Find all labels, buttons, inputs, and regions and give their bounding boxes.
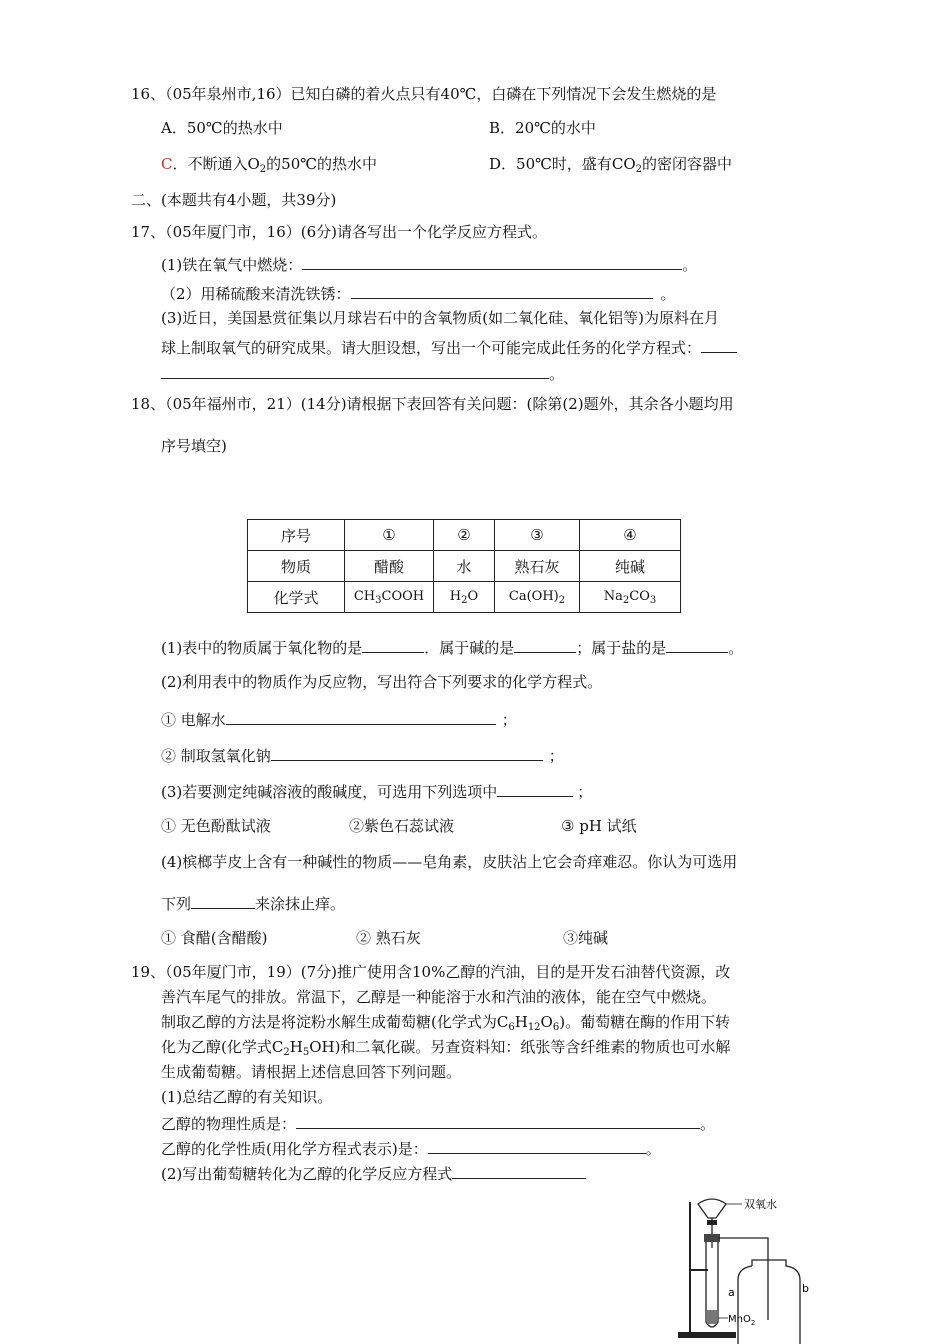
q18-sub4-line2: 下列 来涂抹止痒。 [161,892,345,914]
stand-base [678,1332,736,1338]
table-cell: ③ [495,520,580,551]
substance-table [247,519,681,613]
q16-option-c: C．不断通入$O_2$的50℃的热水中 [161,155,378,175]
q18-stem-line1: 18、（05年福州市，21）(14分)请根据下表回答有关问题：(除第(2)题外，其余各小题均用 [131,395,734,413]
q19-part1: (1)总结乙醇的有关知识。 [161,1088,333,1106]
table-cell-formula: $Ca(OH)_2$ [495,582,580,613]
q18-stem-line2: 序号填空) [161,437,227,455]
table-cell: ① [345,520,434,551]
q17-part3-line2: 球上制取氧气的研究成果。请大胆设想，写出一个可能完成此任务的化学方程式： [161,336,737,358]
q19-blank-chemical[interactable] [428,1137,646,1154]
table-cell-formula: $CH_3COOH$ [345,582,434,613]
label-mno2: MnO$_2$ [728,1314,756,1327]
q18-blank-oxide[interactable] [362,636,424,653]
q18-sub2-ii: ② 制取氢氧化钠 ； [161,744,564,766]
table-cell: 化学式 [248,582,345,613]
table-cell: 序号 [248,520,345,551]
q19-line3: 制取乙醇的方法是将淀粉水解生成葡萄糖(化学式为$C_6H_{12}O_6$)。葡萄糖在酶的作用下转 [161,1013,731,1033]
q18-blank-naoh[interactable] [271,744,543,761]
test-tube-stopper [704,1234,720,1242]
q18-sub3-option-1: ① 无色酚酞试液 [161,817,271,835]
q19-part2: (2)写出葡萄糖转化为乙醇的化学反应方程式 [161,1162,586,1184]
table-cell-formula: $H_2O$ [434,582,495,613]
section-heading: 二、(本题共有4小题，共39分) [131,191,337,209]
q19-physical-property: 乙醇的物理性质是： 。 [161,1112,715,1134]
table-row-formula [248,582,681,613]
q16-option-b: B．20℃的水中 [489,119,596,137]
q18-sub3-option-2: ②紫色石蕊试液 [349,817,455,835]
q17-answer-blank-1[interactable] [302,253,682,270]
q17-part1: (1)铁在氧气中燃烧： 。 [161,253,697,275]
q17-part3-line3: 。 [161,362,564,384]
delivery-tube [718,1238,768,1320]
q18-sub4-option-1: ① 食醋(含醋酸) [161,929,268,947]
funnel-stopcock [707,1220,717,1225]
q18-sub4-line1: (4)槟榔芋皮上含有一种碱性的物质——皂角素，皮肤沾上它会奇痒难忍。你认为可选用 [161,853,738,871]
q17-answer-blank-2[interactable] [351,282,653,299]
table-cell-formula: $Na_2CO_3$ [580,582,681,613]
q19-line2: 善汽车尾气的排放。常温下，乙醇是一种能溶于水和汽油的液体，能在空气中燃烧。 [161,988,717,1006]
q18-blank-antiitch[interactable] [191,892,255,909]
label-b: b [802,1282,809,1295]
q18-sub4-option-2: ② 熟石灰 [356,929,421,947]
table-cell: 醋酸 [345,551,434,582]
table-row-substance [248,551,681,582]
q18-sub1: (1)表中的物质属于氧化物的是 ．属于碱的是 ；属于盐的是 。 [161,636,743,658]
q18-sub2-i: ① 电解水 ； [161,708,517,730]
q17-part3-line1: (3)近日，美国悬赏征集以月球岩石中的含氧物质(如二氧化硅、氧化铝等)为原料在月 [161,309,719,327]
q19-line4: 化为乙醇(化学式$C_2H_5OH$)和二氧化碳。另查资料知：纸张等含纤维素的物质也可水解 [161,1038,731,1058]
q16-option-a: A．50℃的热水中 [161,119,283,137]
q19-blank-glucose[interactable] [452,1162,586,1179]
q18-blank-electrolysis[interactable] [226,708,496,725]
q19-chemical-property: 乙醇的化学性质(用化学方程式表示)是： 。 [161,1137,661,1159]
table-cell: ④ [580,520,681,551]
label-hydrogen-peroxide: 双氧水 [744,1198,777,1211]
q18-blank-base[interactable] [514,636,576,653]
q16-stem: 16、（05年泉州市,16）已知白磷的着火点只有40℃，白磷在下列情况下会发生燃烧的是 [131,85,717,103]
q17-part2: （2）用稀硫酸来清洗铁锈： 。 [161,282,676,304]
q18-sub3: (3)若要测定纯碱溶液的酸碱度，可选用下列选项中 ； [161,780,592,802]
q18-blank-ph[interactable] [497,780,573,797]
q19-blank-physical[interactable] [296,1112,700,1129]
table-cell: ② [434,520,495,551]
q17-stem: 17、（05年厦门市，16）(6分)请各写出一个化学反应方程式。 [131,223,548,241]
gas-jar-b [738,1260,800,1344]
table-cell: 物质 [248,551,345,582]
table-cell: 纯碱 [580,551,681,582]
gas-generation-apparatus-figure [676,1196,816,1344]
q17-answer-blank-3a[interactable] [701,336,737,353]
table-cell: 水 [434,551,495,582]
q18-sub3-option-3: ③ pH 试纸 [561,817,637,835]
label-a: a [728,1286,735,1299]
table-cell: 熟石灰 [495,551,580,582]
q16-option-c-letter: C [161,155,173,173]
q19-line1: 19、（05年厦门市，19）(7分)推广使用含10%乙醇的汽油，目的是开发石油替代资源，改 [131,963,731,981]
table-row-header [248,520,681,551]
separatory-funnel [698,1199,726,1218]
q18-sub2: (2)利用表中的物质作为反应物，写出符合下列要求的化学方程式。 [161,673,603,691]
q18-blank-salt[interactable] [666,636,728,653]
mno2-powder [707,1310,717,1324]
q19-line5: 生成葡萄糖。请根据上述信息回答下列问题。 [161,1063,462,1081]
q16-option-d: D．50℃时，盛有$CO_2$的密闭容器中 [489,155,733,175]
q17-answer-blank-3b[interactable] [161,362,549,379]
q18-sub4-option-3: ③纯碱 [563,929,609,947]
